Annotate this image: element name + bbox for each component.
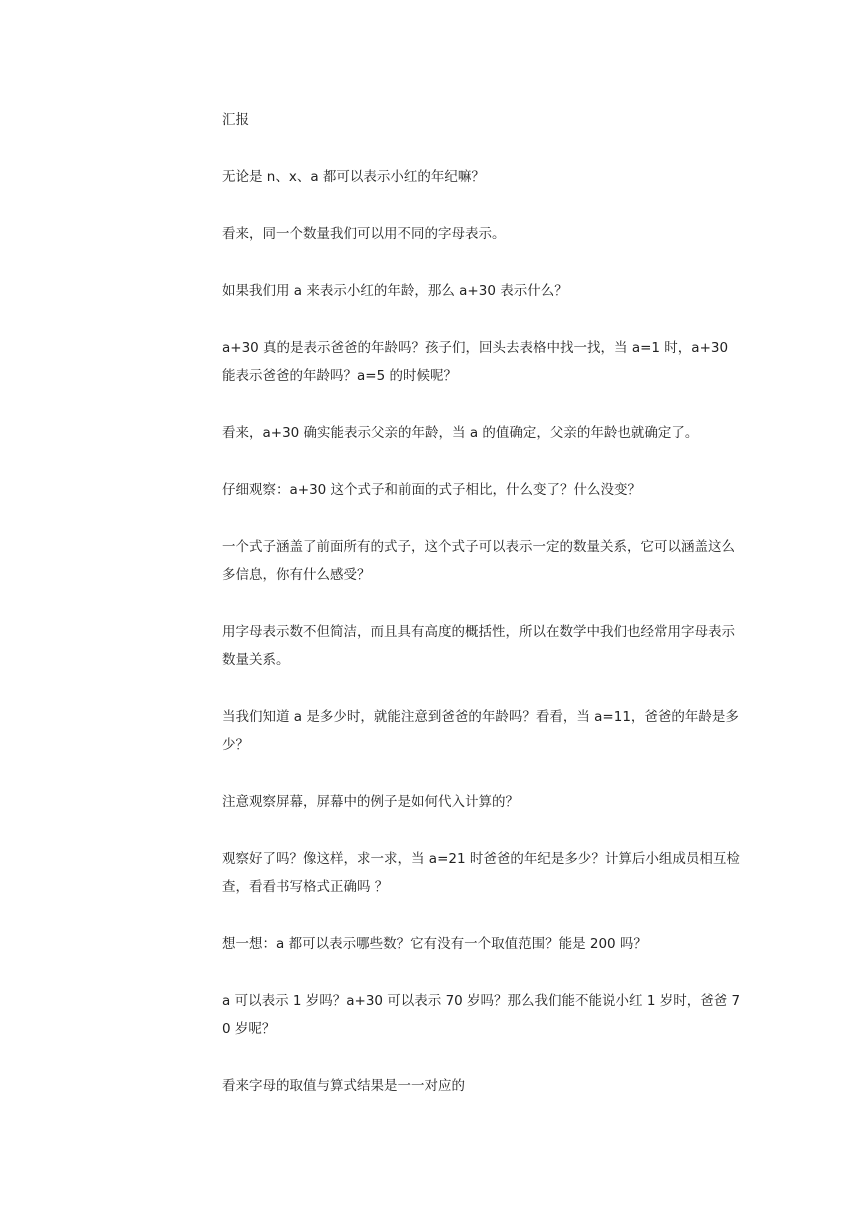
paragraph-8: 用字母表示数不但简洁，而且具有高度的概括性，所以在数学中我们也经常用字母表示数量关系。	[222, 624, 735, 668]
paragraph-5: 看来，a+30 确实能表示父亲的年龄，当 a 的值确定，父亲的年龄也就确定了。	[222, 425, 699, 441]
paragraph-12: 想一想：a 都可以表示哪些数？它有没有一个取值范围？能是 200 吗？	[222, 936, 647, 952]
paragraph-3: 如果我们用 a 来表示小红的年龄，那么 a+30 表示什么？	[222, 283, 568, 299]
paragraph-13: a 可以表示 1 岁吗？a+30 可以表示 70 岁吗？那么我们能不能说小红 1 岁时，爸爸 70 岁呢？	[222, 993, 741, 1037]
paragraph-10: 注意观察屏幕，屏幕中的例子是如何代入计算的？	[222, 794, 519, 810]
paragraph-7: 一个式子涵盖了前面所有的式子，这个式子可以表示一定的数量关系，它可以涵盖这么多信息，你有什么感受？	[222, 539, 735, 583]
paragraph-14: 看来字母的取值与算式结果是一一对应的	[222, 1078, 465, 1094]
document-body	[222, 106, 742, 1129]
paragraph-11: 观察好了吗？像这样，求一求，当 a=21 时爸爸的年纪是多少？计算后小组成员相互检查，看看书写格式正确吗 ？	[222, 851, 740, 895]
section-heading: 汇报	[222, 112, 249, 128]
paragraph-1: 无论是 n、x、a 都可以表示小红的年纪嘛？	[222, 169, 485, 185]
paragraph-6: 仔细观察：a+30 这个式子和前面的式子相比，什么变了？什么没变？	[222, 482, 642, 498]
paragraph-2: 看来，同一个数量我们可以用不同的字母表示。	[222, 226, 506, 242]
paragraph-9: 当我们知道 a 是多少时，就能注意到爸爸的年龄吗？看看，当 a=11，爸爸的年龄是多少？	[222, 709, 739, 753]
paragraph-4: a+30 真的是表示爸爸的年龄吗？孩子们，回头去表格中找一找，当 a=1 时，a+30 能表示爸爸的年龄吗？a=5 的时候呢？	[222, 340, 729, 384]
